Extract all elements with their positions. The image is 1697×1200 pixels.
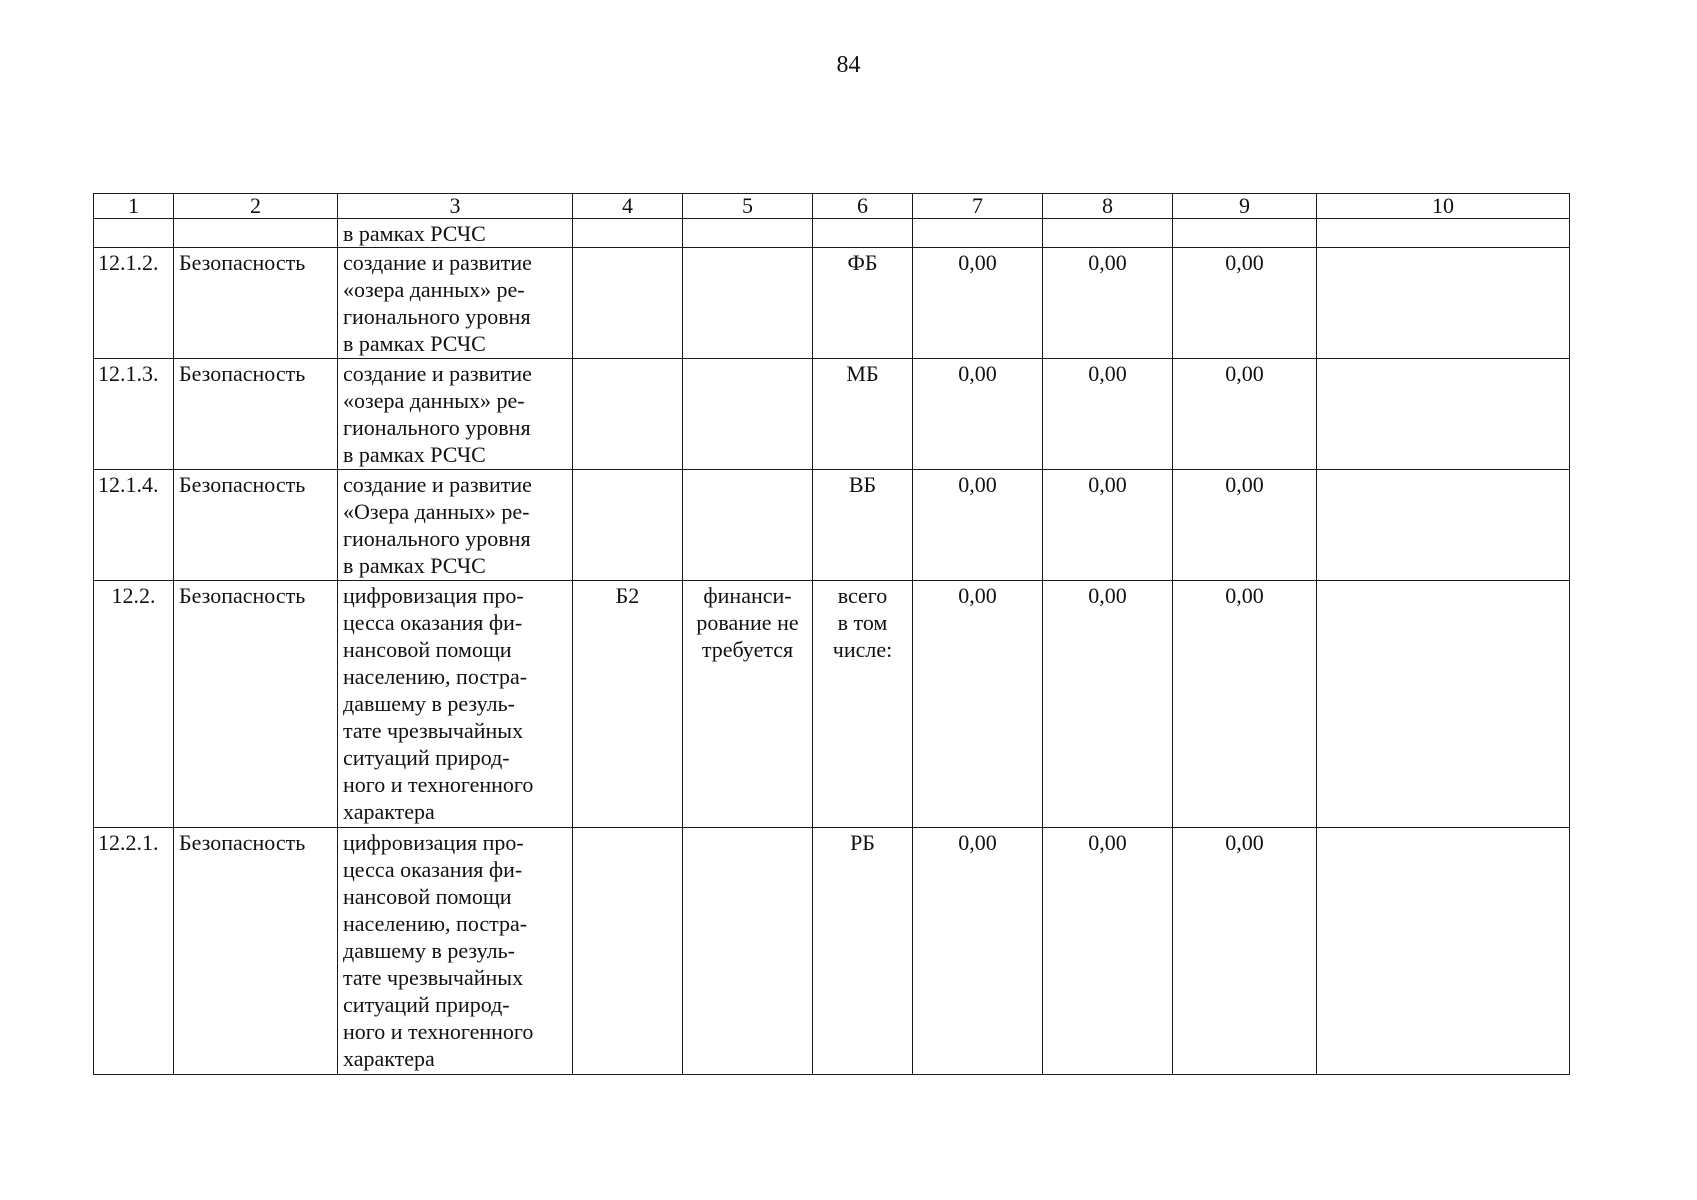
cell-category [174,219,338,248]
cell-num [94,219,174,248]
header-row [94,194,1570,219]
header-cell: 3 [338,194,573,219]
cell-code [573,359,683,470]
cell-col10 [1317,248,1570,359]
cell-description: создание и развитие «озера данных» ре- гионального уровня в рамках РСЧС [338,248,573,359]
cell-num: 12.2.1. [94,828,174,1075]
cell-value-8: 0,00 [1043,248,1173,359]
cell-category: Безопасность [174,581,338,828]
cell-code [573,828,683,1075]
cell-value-8: 0,00 [1043,359,1173,470]
header-cell: 1 [94,194,174,219]
header-cell: 8 [1043,194,1173,219]
cell-value-9: 0,00 [1173,359,1317,470]
page-number: 84 [836,52,861,78]
cell-description: цифровизация про- цесса оказания фи- нансовой помощи населению, постра- давшему в резуль- тате чрезвычайных ситуаций природ- ного и техногенного характера [338,828,573,1075]
cell-code [573,219,683,248]
cell-financing [683,828,813,1075]
table-row [94,828,1570,1075]
cell-col10 [1317,828,1570,1075]
cell-value-9: 0,00 [1173,470,1317,581]
cell-source: всего в том числе: [813,581,913,828]
cell-code [573,470,683,581]
cell-category: Безопасность [174,470,338,581]
table-row [94,581,1570,828]
cell-source: РБ [813,828,913,1075]
cell-description: создание и развитие «Озера данных» ре- гионального уровня в рамках РСЧС [338,470,573,581]
table-row [94,219,1570,248]
cell-value-9 [1173,219,1317,248]
cell-source: ФБ [813,248,913,359]
cell-description: цифровизация про- цесса оказания фи- нансовой помощи населению, постра- давшему в резуль- тате чрезвычайных ситуаций природ- ного и техногенного характера [338,581,573,828]
cell-financing [683,359,813,470]
cell-col10 [1317,581,1570,828]
cell-value-7: 0,00 [913,248,1043,359]
header-cell: 9 [1173,194,1317,219]
cell-num: 12.1.4. [94,470,174,581]
table-row [94,248,1570,359]
cell-value-8: 0,00 [1043,828,1173,1075]
header-cell: 4 [573,194,683,219]
cell-category: Безопасность [174,248,338,359]
cell-value-9: 0,00 [1173,248,1317,359]
cell-financing: финанси- рование не требуется [683,581,813,828]
header-cell: 10 [1317,194,1570,219]
cell-value-7: 0,00 [913,470,1043,581]
table-row [94,359,1570,470]
cell-num: 12.2. [94,581,174,828]
cell-source: МБ [813,359,913,470]
cell-value-7: 0,00 [913,828,1043,1075]
cell-description: создание и развитие «озера данных» ре- гионального уровня в рамках РСЧС [338,359,573,470]
cell-value-9: 0,00 [1173,828,1317,1075]
header-cell: 7 [913,194,1043,219]
cell-value-9: 0,00 [1173,581,1317,828]
cell-value-7: 0,00 [913,359,1043,470]
cell-code [573,248,683,359]
data-table [93,193,1570,1075]
header-cell: 5 [683,194,813,219]
cell-source [813,219,913,248]
cell-category: Безопасность [174,828,338,1075]
cell-col10 [1317,359,1570,470]
header-cell: 6 [813,194,913,219]
cell-code: Б2 [573,581,683,828]
cell-value-8: 0,00 [1043,581,1173,828]
cell-financing [683,248,813,359]
cell-col10 [1317,219,1570,248]
cell-category: Безопасность [174,359,338,470]
cell-value-7 [913,219,1043,248]
cell-col10 [1317,470,1570,581]
table-row [94,470,1570,581]
cell-value-7: 0,00 [913,581,1043,828]
cell-financing [683,219,813,248]
cell-source: ВБ [813,470,913,581]
cell-financing [683,470,813,581]
header-cell: 2 [174,194,338,219]
cell-value-8: 0,00 [1043,470,1173,581]
cell-num: 12.1.3. [94,359,174,470]
cell-description: в рамках РСЧС [338,219,573,248]
cell-value-8 [1043,219,1173,248]
cell-num: 12.1.2. [94,248,174,359]
